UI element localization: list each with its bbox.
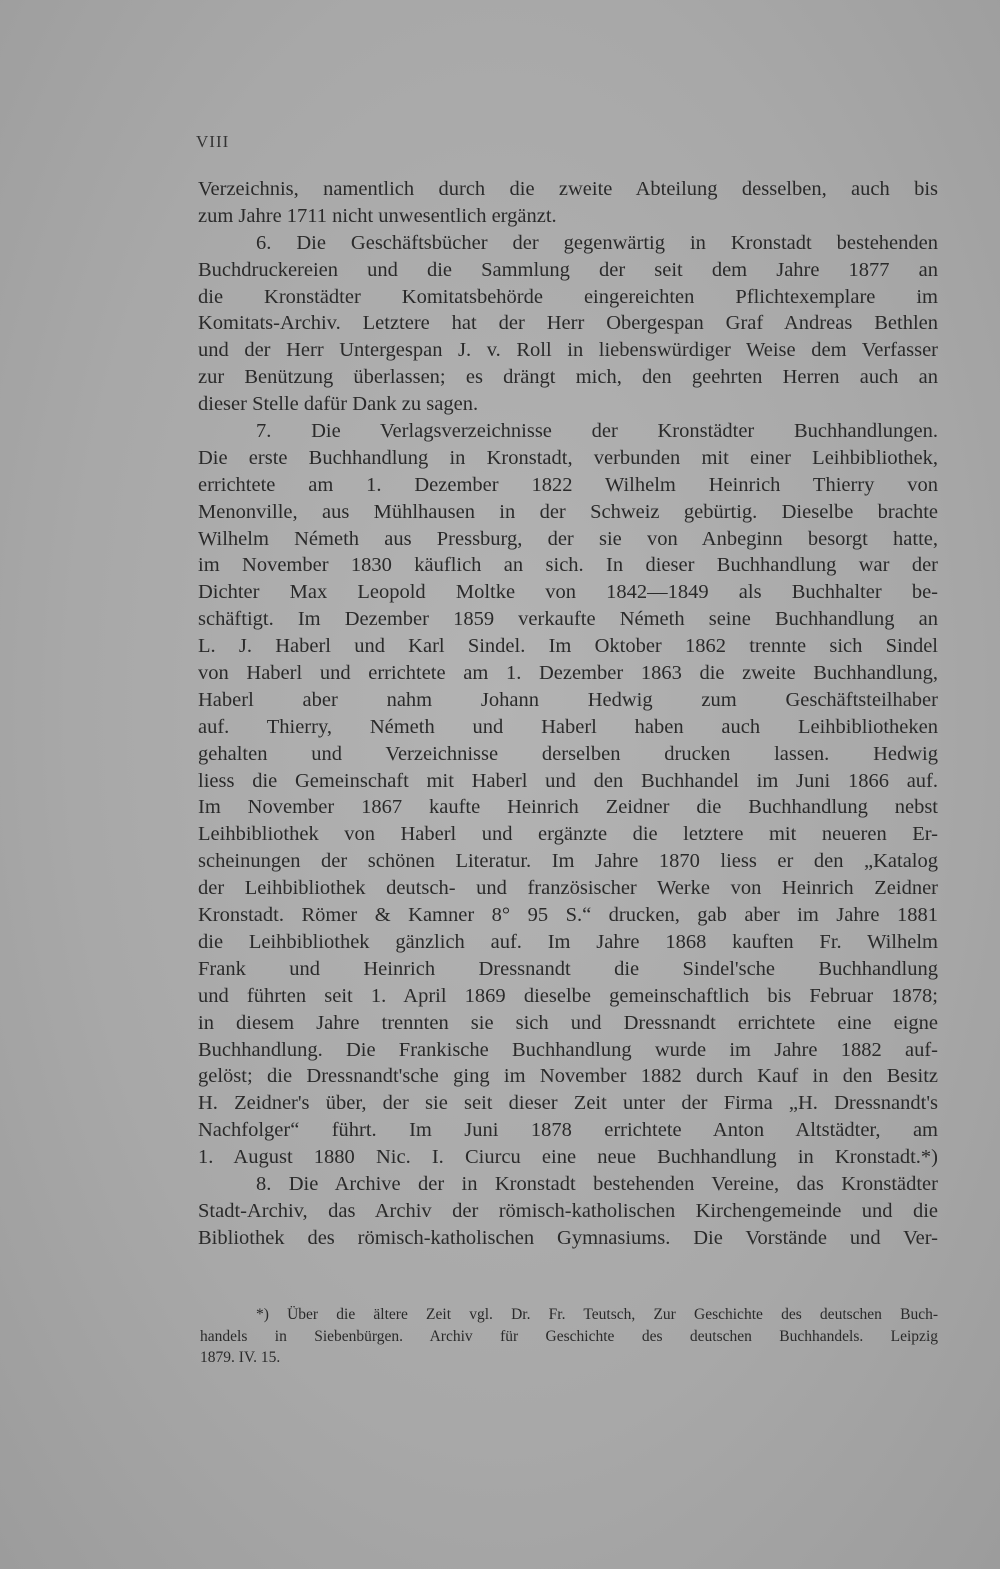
text-line: Bibliothek des römisch-katholischen Gymnasiums. Die Vorstände und Ver- (198, 1226, 938, 1249)
text-line: liess die Gemeinschaft mit Haberl und den Buchhandel im Juni 1866 auf. (198, 769, 938, 792)
text-line: Dichter Max Leopold Moltke von 1842—1849 als Buchhalter be- (198, 581, 938, 604)
text-line: und führten seit 1. April 1869 dieselbe gemeinschaftlich bis Februar 1878; (198, 984, 938, 1007)
text-line: 7. Die Verlagsverzeichnisse der Kronstädter Buchhandlungen. (256, 420, 938, 443)
text-line: schäftigt. Im Dezember 1859 verkaufte Németh seine Buchhandlung an (198, 608, 938, 631)
text-line: der Leihbibliothek deutsch- und französischer Werke von Heinrich Zeidner (198, 877, 938, 900)
text-line: gehalten und Verzeichnisse derselben drucken lassen. Hedwig (198, 742, 938, 765)
text-line: zum Jahre 1711 nicht unwesentlich ergänzt. (198, 204, 557, 227)
footnote-line: *) Über die ältere Zeit vgl. Dr. Fr. Teutsch, Zur Geschichte des deutschen Buch- (256, 1306, 938, 1323)
text-line: gelöst; die Dressnandt'sche ging im November 1882 durch Kauf in den Besitz (198, 1065, 938, 1088)
text-line: Im November 1867 kaufte Heinrich Zeidner die Buchhandlung nebst (198, 796, 938, 819)
text-line: von Haberl und errichtete am 1. Dezember 1863 die zweite Buchhandlung, (198, 662, 938, 685)
text-line: Stadt-Archiv, das Archiv der römisch-katholischen Kirchengemeinde und die (198, 1199, 938, 1222)
text-line: Buchdruckereien und die Sammlung der seit dem Jahre 1877 an (198, 258, 938, 281)
text-line: Komitats-Archiv. Letztere hat der Herr Obergespan Graf Andreas Bethlen (198, 312, 938, 335)
text-line: die Kronstädter Komitatsbehörde eingereichten Pflichtexemplare im (198, 285, 938, 308)
text-line: im November 1830 käuflich an sich. In dieser Buchhandlung war der (198, 554, 938, 577)
text-line: 8. Die Archive der in Kronstadt bestehenden Vereine, das Kronstädter (256, 1172, 938, 1195)
body-text (198, 176, 938, 1252)
text-line: Kronstadt. Römer & Kamner 8° 95 S.“ drucken, gab aber im Jahre 1881 (198, 904, 938, 927)
text-line: Buchhandlung. Die Frankische Buchhandlung wurde im Jahre 1882 auf- (198, 1038, 938, 1061)
text-line: Verzeichnis, namentlich durch die zweite Abteilung desselben, auch bis (198, 178, 938, 200)
footnote-line: handels in Siebenbürgen. Archiv für Geschichte des deutschen Buchhandels. Leipzig (200, 1327, 938, 1345)
text-line: dieser Stelle dafür Dank zu sagen. (198, 393, 479, 416)
text-line: Menonville, aus Mühlhausen in der Schweiz gebürtig. Dieselbe brachte (198, 500, 938, 523)
text-line: Leihbibliothek von Haberl und ergänzte die letztere mit neueren Er- (198, 823, 938, 846)
page-number: VIII (196, 132, 230, 151)
footnote (200, 1304, 938, 1369)
text-line: Haberl aber nahm Johann Hedwig zum Geschäftsteilhaber (198, 688, 938, 711)
text-line: in diesem Jahre trennten sie sich und Dressnandt errichtete eine eigne (198, 1011, 938, 1034)
footnote-line: 1879. IV. 15. (200, 1349, 281, 1366)
text-line: scheinungen der schönen Literatur. Im Jahre 1870 liess er den „Katalog (198, 850, 938, 873)
text-line: Wilhelm Németh aus Pressburg, der sie von Anbeginn besorgt hatte, (198, 527, 938, 550)
text-line: errichtete am 1. Dezember 1822 Wilhelm Heinrich Thierry von (198, 473, 938, 496)
text-line: auf. Thierry, Németh und Haberl haben auch Leihbibliotheken (198, 715, 938, 738)
text-line: Die erste Buchhandlung in Kronstadt, verbunden mit einer Leihbibliothek, (198, 446, 938, 469)
text-line: 6. Die Geschäftsbücher der gegenwärtig in Kronstadt bestehenden (256, 231, 938, 254)
text-line: L. J. Haberl und Karl Sindel. Im Oktober 1862 trennte sich Sindel (198, 635, 938, 658)
text-line: 1. August 1880 Nic. I. Ciurcu eine neue Buchhandlung in Kronstadt.*) (198, 1146, 938, 1169)
text-line: H. Zeidner's über, der sie seit dieser Zeit unter der Firma „H. Dressnandt's (198, 1092, 938, 1115)
text-line: und der Herr Untergespan J. v. Roll in liebenswürdiger Weise dem Verfasser (198, 339, 938, 362)
text-line: die Leihbibliothek gänzlich auf. Im Jahre 1868 kauften Fr. Wilhelm (198, 930, 938, 953)
text-line: Frank und Heinrich Dressnandt die Sindel'sche Buchhandlung (198, 957, 938, 980)
text-line: Nachfolger“ führt. Im Juni 1878 errichtete Anton Altstädter, am (198, 1119, 938, 1142)
text-line: zur Benützung überlassen; es drängt mich, den geehrten Herren auch an (198, 366, 938, 389)
